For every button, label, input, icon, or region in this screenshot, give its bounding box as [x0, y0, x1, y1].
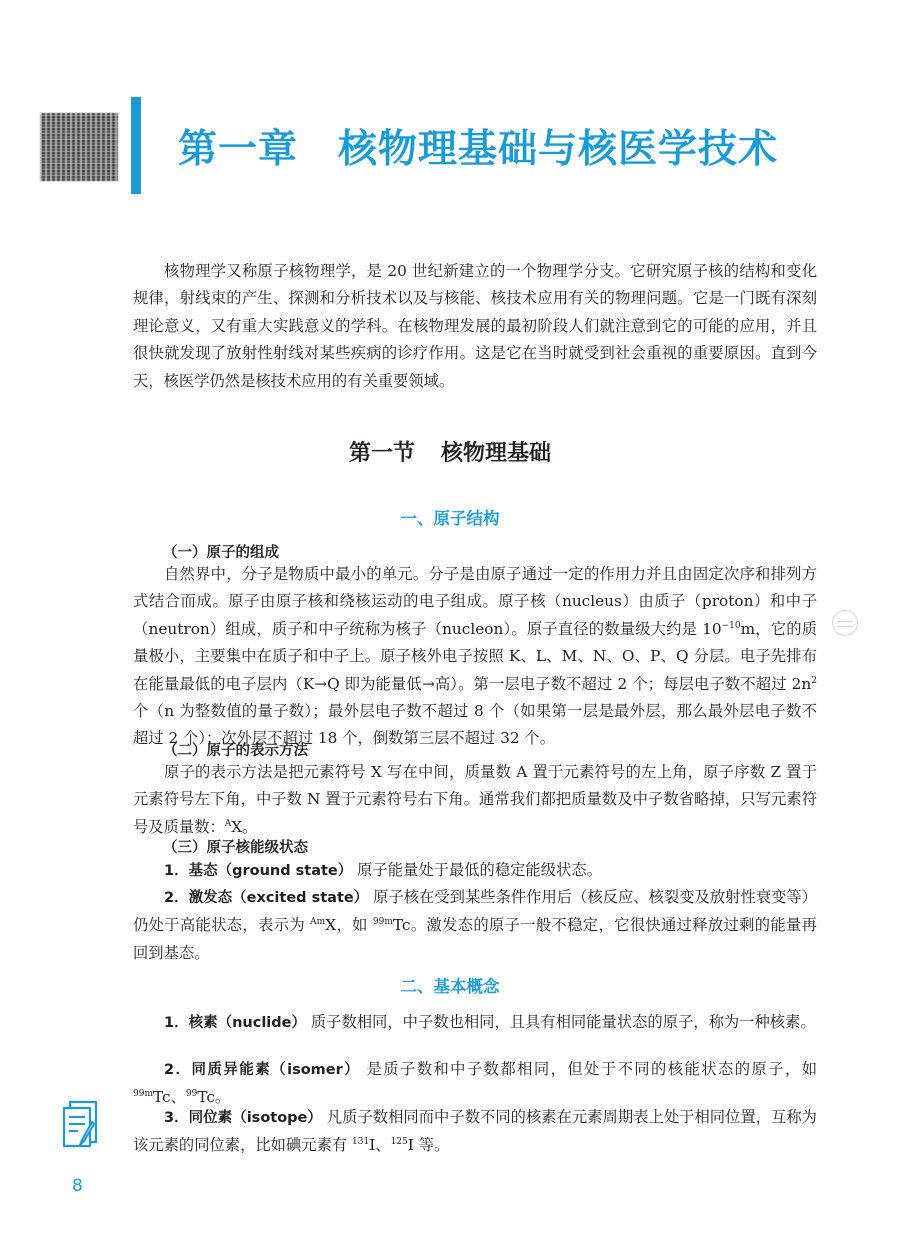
subsection-title-atomic-structure: 一、原子结构 — [400, 509, 500, 528]
subsection-title-basic-concepts: 二、基本概念 — [400, 977, 500, 996]
paragraph-atom-composition: 自然界中，分子是物质中最小的单元。分子是由原子通过一定的作用力并且由固定次序和排列方式结合而成。原子由原子核和绕核运动的电子组成。原子核（nucleus）由质子（proton）和中子（neutron）组成，质子和中子统称为核子（nucleon）。原子直径的数量级大约是 $10^{-10}m$，它的质量极小，主要集中在质子和中子上。原子核外电子按照 K、L、M、N、O、P、Q 分层。电子先排布在能量最低的电子层内（K→Q 即为能量低→高）。第一层电子数不超过 2 个；每层电子数不超过 $2n^2$个（n 为整数值的量子数）；最外层电子数不超过 8 个（如果第一层是最外层，那么最外层电子数不超过 2 个）；次外层不超过 18 个，倒数第三层不超过 32 个。 — [133, 565, 818, 748]
notes-icon — [60, 1098, 102, 1148]
qr-code[interactable] — [40, 113, 118, 181]
heading-atom-composition: （一）原子的组成 — [163, 545, 279, 561]
item-ground-state: 1．基态（ground state） 原子能量处于最低的稳定能级状态。 — [164, 861, 602, 879]
item-excited-state: 2．激发态（excited state） 原子核在受到某些条件作用后（核反应、核裂变及放射性衰变等）仍处于高能状态，表示为 $^{Am}$X，如 $^{99m}$Tc。激发态的原子一般不稳定，它很快通过释放过剩的能量再回到基态。 — [133, 888, 817, 962]
section-name: 核物理基础 — [441, 441, 552, 466]
watermark-stamp-icon — [832, 610, 858, 636]
section-number: 第一节 — [348, 441, 415, 466]
chapter-title — [178, 118, 778, 174]
intro-paragraph: 核物理学又称原子核物理学，是 20 世纪新建立的一个物理学分支。它研究原子核的结构和变化规律，射线束的产生、探测和分析技术以及与核能、核技术应用有关的物理问题。它是一门既有深刻理论意义，又有重大实践意义的学科。在核物理发展的最初阶段人们就注意到它的可能的应用，并且很快就发现了放射性射线对某些疾病的诊疗作用。这是它在当时就受到社会重视的重要原因。直到今天，核医学仍然是核技术应用的有关重要领域。 — [133, 262, 817, 390]
chapter-accent-bar — [131, 97, 141, 194]
chapter-number: 第一章 — [178, 127, 299, 172]
section-title — [0, 436, 900, 467]
paragraph-atom-representation: 原子的表示方法是把元素符号 X 写在中间，质量数 A 置于元素符号的左上角，原子序数 Z 置于元素符号左下角，中子数 N 置于元素符号右下角。通常我们都把质量数及中子数省略掉，只写元素符号及质量数：$^A$X。 — [133, 763, 817, 836]
item-isotope: 3．同位素（isotope） 凡质子数相同而中子数不同的核素在元素周期表上处于相同位置，互称为该元素的同位素，比如碘元素有 $^{131}$I、$^{125}$I 等。 — [133, 1108, 817, 1155]
heading-nuclear-levels: （三）原子核能级状态 — [163, 840, 308, 856]
heading-atom-representation: （二）原子的表示方法 — [163, 743, 308, 759]
item-nuclide: 1．核素（nuclide） 质子数相同，中子数也相同，且具有相同能量状态的原子，称为一种核素。 — [164, 1013, 816, 1031]
chapter-name: 核物理基础与核医学技术 — [338, 127, 779, 172]
item-isomer: 2．同质异能素（isomer） 是质子数和中子数都相同，但处于不同的核能状态的原子，如 $^{99m}$Tc、$^{99}$Tc。 — [133, 1060, 817, 1107]
page-number: 8 — [72, 1176, 83, 1196]
